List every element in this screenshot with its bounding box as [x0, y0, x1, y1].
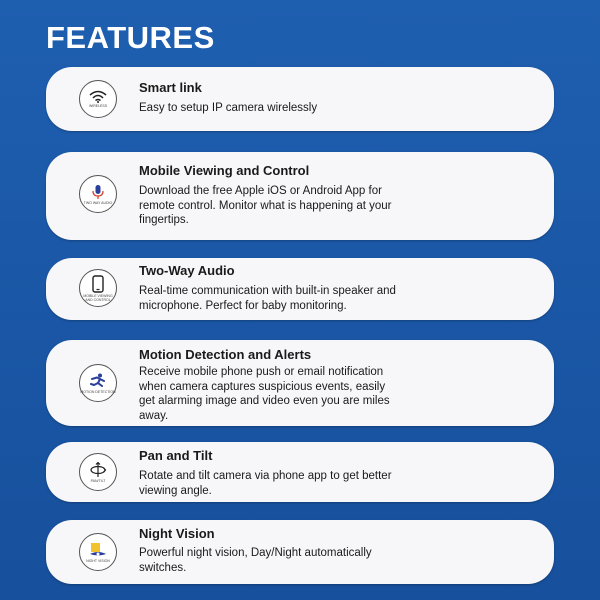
icon-caption: MOTION DETECTION — [80, 389, 116, 394]
wifi-icon — [79, 80, 117, 118]
feature-description: Rotate and tilt camera via phone app to get better viewing angle. — [139, 470, 392, 497]
feature-card-night-vision — [46, 520, 554, 584]
icon-caption: NIGHT VISION — [86, 558, 110, 563]
feature-title: Motion Detection and Alerts — [139, 347, 312, 362]
feature-card-smart-link — [46, 67, 554, 131]
running-person-icon — [79, 364, 117, 402]
feature-title: Pan and Tilt — [139, 448, 213, 463]
feature-card-two-way-audio — [46, 258, 554, 320]
icon-caption: TWO WAY AUDIO — [83, 200, 113, 205]
feature-description: Real-time communication with built-in speaker and microphone. Perfect for baby monitoring. — [139, 285, 396, 312]
icon-caption: MOBILE VIEWING AND CONTROL — [83, 293, 113, 302]
feature-card-pan-tilt — [46, 442, 554, 502]
smartphone-icon — [79, 269, 117, 307]
feature-card-motion-detection — [46, 340, 554, 426]
feature-description: Powerful night vision, Day/Night automatically switches. — [139, 547, 372, 574]
microphone-icon — [79, 175, 117, 213]
feature-title: Mobile Viewing and Control — [139, 163, 310, 178]
night-vision-icon — [79, 533, 117, 571]
feature-title: Night Vision — [139, 526, 215, 541]
feature-card-mobile-viewing — [46, 152, 554, 240]
feature-title: Smart link — [139, 80, 202, 95]
icon-caption: WIRELESS — [88, 104, 108, 108]
icon-caption: PAN/TILT — [90, 478, 106, 483]
rotate-arrows-icon — [79, 453, 117, 491]
page-title: FEATURES — [46, 20, 215, 55]
feature-description: Receive mobile phone push or email notification when camera captures suspicious events, easily get alarming image and video even you are miles away. — [139, 366, 390, 422]
feature-description: Easy to setup IP camera wirelessly — [139, 102, 318, 114]
feature-title: Two-Way Audio — [139, 263, 235, 278]
feature-description: Download the free Apple iOS or Android App for remote control. Monitor what is happening at your fingertips. — [139, 185, 392, 226]
